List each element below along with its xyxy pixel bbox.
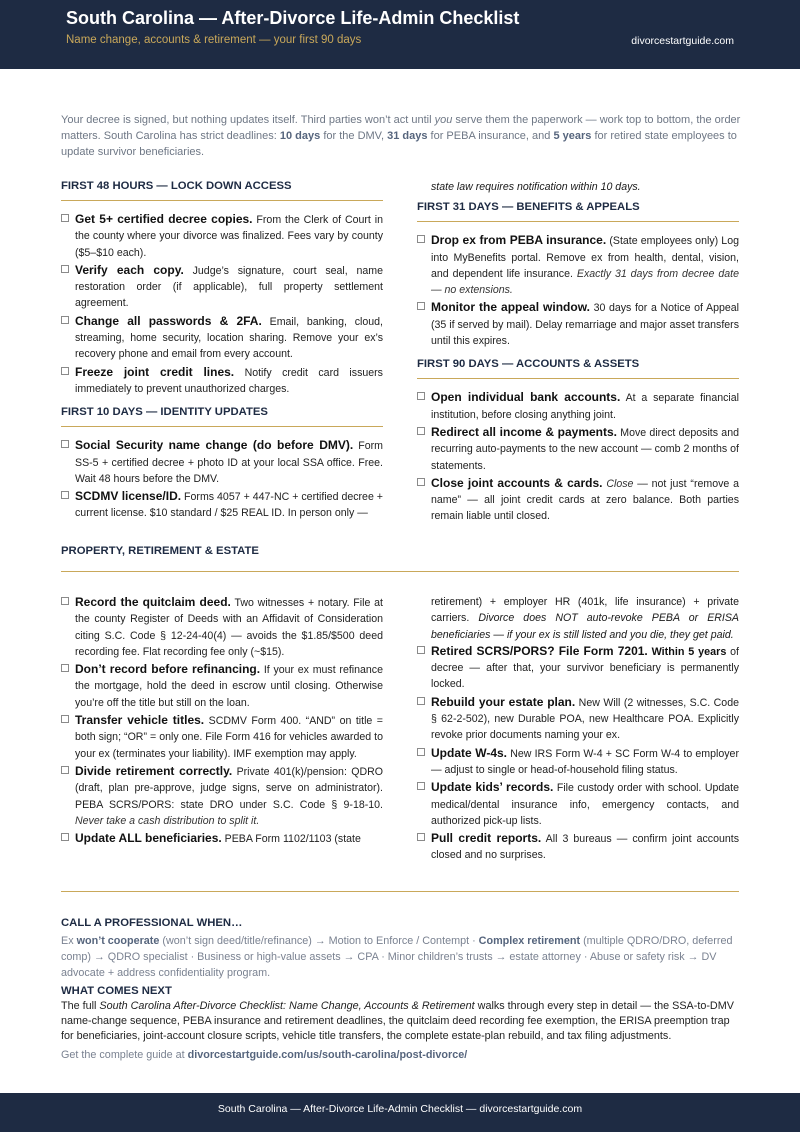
checklist-item[interactable] [61,712,383,762]
item-body: Forms 4057 + 447-NC + certified decree + current license. $10 standard / $25 REAL ID. In person only — [75,491,383,520]
call-pro-heading: CALL A PROFESSIONAL WHEN… [61,917,243,929]
next-segment: walks through every step in detail — the SSA-to-DMV name-change sequence, PEBA insurance and retirement deadlines, the quitclaim deed recording fee exemption, the ERISA preemption trap for beneficiaries, joint-account closure scripts, vehicle title transfers, the complete estate-plan rebuild, and tax filing adjustments. [61,1000,734,1042]
item-title: Verify each copy. [75,262,184,277]
call-pro-bold: Complex retirement [478,935,581,947]
item-title: Change all passwords & 2FA. [75,313,262,328]
continuation-text: retirement) + employer HR (401k, life insurance) + private carriers. [431,596,739,625]
checklist-item[interactable] [61,830,383,847]
item-body: New Will (2 witnesses, S.C. Code § 62-2-502), new Durable POA, new Healthcare POA. Explicitly revoke prior documents naming your ex. [431,696,739,742]
checklist-item[interactable] [417,745,739,779]
intro-text: for PEBA insurance, and [427,130,554,142]
call-pro-text [61,933,741,981]
item-continuation [417,179,739,195]
checklist-item[interactable] [417,830,739,864]
item-body: Move direct deposits and recurring auto-payments to the new account — comb 2 months of statements. [431,426,739,472]
item-title: Rebuild your estate plan. [431,694,576,709]
item-body: Form SS-5 + certified decree + photo ID at your local SSA office. Free. Wait 48 hours before the DMV. [75,440,383,485]
item-title: Monitor the appeal window. [431,300,590,315]
item-title: Record the quitclaim deed. [75,595,231,609]
item-title: Freeze joint credit lines. [75,364,235,379]
item-body: of decree — after that, your survivor beneficiary is permanently locked. [431,645,739,691]
item-title: Pull credit reports. [431,831,542,846]
item-body: File custody order with school. Update medical/dental insurance info, emergency contacts, and authorized pick-up lists. [431,782,739,827]
item-title: Don’t record before refinancing. [75,662,261,677]
deadline-survivor: 5 years [553,130,592,142]
section-heading-90d: FIRST 90 DAYS — ACCOUNTS & ASSETS [417,358,739,379]
checklist-item[interactable] [417,779,739,829]
item-title: Transfer vehicle titles. [75,713,205,728]
checklist-item[interactable] [61,763,383,829]
item-body: — not just “remove a name” — all joint credit cards at zero balance. Both parties remain liable until closed. [431,477,739,523]
deadline-peba: 31 days [387,130,428,142]
call-pro-bold: won’t cooperate [76,935,160,947]
checklist-item[interactable] [61,594,383,660]
checklist-item[interactable] [417,389,739,423]
intro-text: Your decree is signed, but nothing updates itself. Third parties won’t act until [61,114,435,126]
site-url: divorcestartguide.com [631,35,734,47]
checklist-item[interactable] [417,424,739,474]
item-continuation [417,594,739,643]
guide-link[interactable]: divorcestartguide.com/us/south-carolina/post-divorce/ [187,1049,468,1061]
checklist-item[interactable] [417,299,739,349]
item-body: SCDMV Form 400. “AND” on title = both sign; “OR” = only one. File Form 416 for vehicles awarded to your ex (terminates your liability). IMF exemption may apply. [75,715,383,760]
item-title: Divide retirement correctly. [75,763,233,778]
page-title: South Carolina — After-Divorce Life-Admin Checklist [66,8,520,28]
item-title: Update W-4s. [431,745,508,760]
item-body: Email, banking, cloud, streaming, home security, location sharing. Remove your ex’s recovery phone and email from every account. [75,315,383,361]
intro-text: for the DMV, [320,130,388,142]
guide-link-line [61,1048,741,1063]
footer-text: South Carolina — After-Divorce Life-Admin Checklist — divorcestartguide.com [217,1103,583,1115]
intro-text: for retired state employees to update survivor beneficiaries. [61,130,737,158]
left-column-bottom [61,594,383,848]
next-segment: The full [61,1000,100,1012]
page-header [0,0,800,69]
right-column-bottom [417,594,739,865]
checklist-item[interactable] [417,475,739,525]
checklist-item[interactable] [417,643,739,693]
item-note: Close [606,477,634,490]
page-subtitle: Name change, accounts & retirement — your first 90 days [66,34,362,46]
intro-paragraph [61,112,741,160]
item-body: From the Clerk of Court in the county where your divorce was finalized. Fees vary by county ($5–$10 each). [75,214,383,259]
intro-text: serve them the paperwork — work top to bottom, the order matters. South Carolina has strict deadlines: [61,114,741,142]
item-body: Two witnesses + notary. File at the county Register of Deeds with an Affidavit of Consideration citing S.C. Code § 12-24-40(4) — avoids the $1.85/$500 deed recording fee. Flat recording fee only (~$15). [75,597,383,658]
item-title: Open individual bank accounts. [431,390,621,405]
intro-emphasis: you [434,114,453,126]
item-emphasis: Within 5 years [651,645,727,658]
link-prefix: Get the complete guide at [61,1049,188,1061]
checklist-item[interactable] [61,437,383,487]
item-body: If your ex must refinance the mortgage, hold the deed in escrow until closing. Otherwise you’re off the title but still on the loan. [75,664,383,709]
item-body: Notify credit card issuers immediately to prevent unauthorized charges. [75,366,383,395]
item-title: SCDMV license/ID. [75,489,182,504]
right-column-top [417,179,739,526]
section-heading-31d: FIRST 31 DAYS — BENEFITS & APPEALS [417,201,739,222]
item-body: Private 401(k)/pension: QDRO (draft, plan pre-approve, judge signs, serve on administrator). PEBA SCRS/PORS: state DRO under S.C. Code § 9-18-10. [75,765,383,811]
item-body: At a separate financial institution, before closing anything joint. [431,392,740,421]
call-pro-segment: Ex [61,935,77,947]
item-title: Close joint accounts & cards. [431,475,603,490]
continuation-note: Divorce does NOT auto-revoke PEBA or ERISA beneficiaries — if your ex is still listed and you die, they get paid. [431,612,739,641]
next-text [61,999,741,1044]
item-title: Update kids’ records. [431,780,554,795]
checklist-item[interactable] [61,211,383,261]
item-title: Social Security name change (do before DMV). [75,438,354,453]
guide-title: South Carolina After-Divorce Checklist: Name Change, Accounts & Retirement [99,1000,475,1012]
page-footer [0,1093,800,1132]
item-body: (State employees only) Log into MyBenefits portal. Remove ex from health, dental, vision, and dependent life insurance. [431,235,739,280]
item-title: Get 5+ certified decree copies. [75,212,253,226]
checklist-item[interactable] [61,488,383,522]
continuation-text: state law requires notification within 10 days. [431,181,641,193]
call-pro-segment: (multiple QDRO/DRO, deferred comp) → QDRO specialist · Business or high-value assets → CPA · Minor children’s trusts → estate attorney · Abuse or safety risk → DV advocate + address confidentiality program. [61,935,733,979]
item-note: Never take a cash distribution to split it. [75,814,260,827]
call-pro-segment: (won’t sign deed/title/refinance) → Motion to Enforce / Contempt · [159,935,479,947]
item-title: Redirect all income & payments. [431,424,617,439]
item-body: All 3 bureaus — confirm joint accounts closed and no surprises. [431,833,739,862]
next-heading: WHAT COMES NEXT [61,985,172,997]
checklist-item[interactable] [417,694,739,744]
item-body: Judge’s signature, court seal, name restoration order (if applicable), full property settlement agreement. [75,264,383,310]
checklist-item[interactable] [61,661,383,711]
item-body: New IRS Form W-4 + SC Form W-4 to employer — adjust to single or head-of-household filing status. [431,747,739,776]
section-heading-10d: FIRST 10 DAYS — IDENTITY UPDATES [61,406,383,427]
left-column-top [61,180,383,523]
deadline-dmv: 10 days [279,130,321,142]
checklist-item[interactable] [61,313,383,363]
call-professional-block [61,917,741,1063]
item-title: Update ALL beneficiaries. [75,831,222,846]
item-title: Retired SCRS/PORS? File Form 7201. [431,643,648,658]
item-body: PEBA Form 1102/1103 (state [224,833,361,846]
section-heading-property: PROPERTY, RETIREMENT & ESTATE [61,545,739,572]
item-note: Exactly 31 days from decree date — no extensions. [431,267,739,297]
checklist-item[interactable] [61,262,383,312]
item-body: 30 days for a Notice of Appeal (35 if served by mail). Delay remarriage and major asset transfers until this expires. [431,302,739,348]
item-title: Drop ex from PEBA insurance. [431,233,607,248]
section-heading-48h: FIRST 48 HOURS — LOCK DOWN ACCESS [61,180,383,201]
divider [61,891,739,892]
checklist-item[interactable] [417,232,739,298]
checklist-item[interactable] [61,364,383,398]
